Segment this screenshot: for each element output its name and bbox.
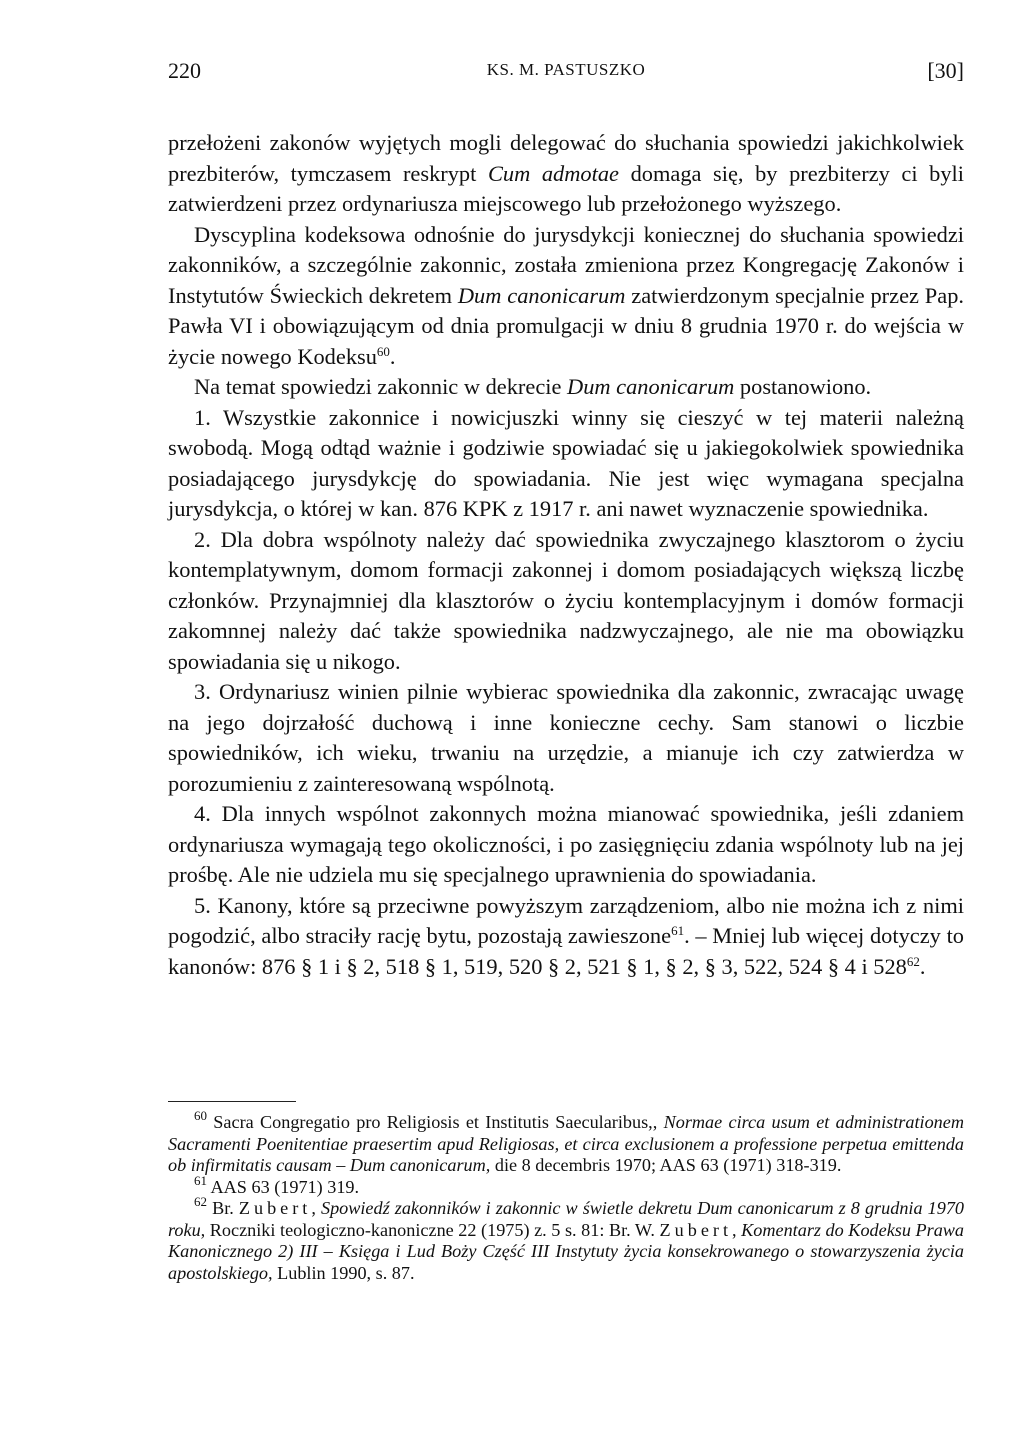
footnotes bbox=[168, 1108, 965, 1284]
list-item bbox=[168, 891, 964, 983]
italic-title: Dum canonicarum bbox=[567, 374, 735, 399]
author-name: Zubert bbox=[659, 1219, 733, 1240]
footnote-ref[interactable]: 60 bbox=[376, 343, 390, 359]
list-item: 1. Wszystkie zakonnice i nowicjuszki winny się cieszyć w tej materii należną swobodą. Mogą odtąd ważnie i godziwie spowiadać się u jakiegokolwiek spowiednika posiadającego jurysdykcję do spowiadania. Nie jest więc wymagana specjalna jurysdykcja, o której w kan. 876 KPK z 1917 r. ani nawet wyznaczenie spowiednika. bbox=[168, 404, 964, 521]
footnote-ref[interactable]: 61 bbox=[671, 923, 685, 938]
footnote-62 bbox=[168, 1194, 965, 1284]
paragraph bbox=[168, 128, 964, 220]
section-number: [30] bbox=[927, 58, 964, 83]
text-run: AAS 63 (1971) 319. bbox=[207, 1176, 360, 1197]
footnote-61 bbox=[168, 1172, 964, 1199]
list-item: 4. Dla innych wspólnot zakonnych można mianować spowiednika, jeśli zdaniem ordynariusza wymagają tego okoliczności, i po zasięgnięciu zdania wspólnoty lub na jej prośbę. Ale nie udziela mu się specjalnego uprawnienia do spowiadania. bbox=[168, 801, 964, 887]
text-run: Roczniki teologiczno-kanoniczne 22 (1975) z. 5 s. 81: Br. W. bbox=[205, 1219, 660, 1240]
list-item: 3. Ordynariusz winien pilnie wybierac spowiednika dla zakonnic, zwracając uwagę na jego dojrzałość duchową i inne konieczne cechy. Sam stanowi o liczbie spowiedników, ich wieku, trwaniu na urzędzie, a mianuje ich czy zatwierdza w porozumieniu z zainteresowaną wspólnotą. bbox=[168, 679, 964, 796]
text-run: . – Mniej lub więcej dotyczy to kanonów: 876 § 1 i § 2, 518 § 1, 519, 520 § 2, 521 § 1, § 2, § 3, 522, 524 § 4 i 528 bbox=[168, 923, 964, 979]
text-run: Dyscyplina kodeksowa odnośnie do jurysdykcji koniecznej do słuchania spowiedzi zakonników, a szczególnie zakonnic, została zmieniona przez Kongregację Zakonów i Instytutów Świeckich dekretem bbox=[168, 221, 964, 308]
text-run: Lublin 1990, s. 87. bbox=[272, 1262, 415, 1283]
text-run: die 8 decembris 1970; AAS 63 (1971) 318-319. bbox=[490, 1155, 842, 1175]
running-head: KS. M. PASTUSZKO bbox=[486, 60, 646, 79]
footnote-number: 62 bbox=[194, 1194, 207, 1209]
footnote-number: 61 bbox=[194, 1172, 207, 1188]
text-run: przełożeni zakonów wyjętych mogli delegować do słuchania spowiedzi jakichkolwiek prezbiterów, tymczasem reskrypt bbox=[168, 130, 964, 186]
text-run: zatwierdzonym specjalnie przez Pap. Pawła VI i obowiązującym od dnia promulgacji w dniu 8 grudnia 1970 r. do wejścia w życie nowego Kodeksu bbox=[168, 282, 964, 369]
italic-title: Komentarz do Kodeksu Prawa Kanonicznego 2) III – Księga i Lud Boży Część III Instytuty życia konsekrowanego o stowarzyszenia życia apostolskiego, bbox=[168, 1219, 965, 1283]
footnote-separator bbox=[168, 1101, 296, 1102]
footnote-ref[interactable]: 62 bbox=[906, 953, 920, 969]
italic-title: Normae circa usum et administrationem Sacramenti Poenitentiae praesertim apud Religiosas, et circa exclusionem a professione perpetua emittenda ob infirmitatis causam – Dum canonicarum, bbox=[168, 1112, 964, 1175]
footnote-number: 60 bbox=[194, 1108, 207, 1123]
page-header bbox=[168, 58, 964, 88]
text-run: , bbox=[732, 1219, 742, 1240]
text-run: . bbox=[919, 953, 926, 979]
footnote-60 bbox=[168, 1108, 964, 1177]
text-run: , bbox=[311, 1198, 321, 1218]
text-run: Na temat spowiedzi zakonnic w dekrecie bbox=[194, 374, 568, 399]
italic-title: Dum canonicarum bbox=[457, 282, 626, 308]
text-run: 5. Kanony, które są przeciwne powyższym zarządzeniom, albo nie można ich z nimi pogodzić, albo straciły rację bytu, pozostają zawieszone bbox=[168, 892, 964, 948]
author-name: Zubert bbox=[238, 1198, 312, 1218]
text-run: postanowiono. bbox=[734, 374, 872, 399]
page-number: 220 bbox=[168, 58, 201, 83]
text-run: . bbox=[389, 343, 396, 369]
italic-title: Cum admotae bbox=[487, 160, 619, 186]
main-text bbox=[168, 128, 964, 982]
text-run: Sacra Congregatio pro Religiosis et Institutis Saecularibus,, bbox=[207, 1112, 664, 1132]
text-run: domaga się, by prezbiterzy ci byli zatwierdzeni przez ordynariusza miejscowego lub przełożonego wyższego. bbox=[168, 160, 964, 216]
paragraph bbox=[168, 372, 964, 403]
text-run: Br. bbox=[207, 1198, 239, 1218]
list-item: 2. Dla dobra wspólnoty należy dać spowiednika zwyczajnego klasztorom o życiu kontemplatywnym, domom formacji zakonnej i domom posiadających większą liczbę członków. Przynajmniej dla klasztorów o życiu kontemplacyjnym i domów formacji zakomnnej należy dać także spowiednika nadzwyczajnego, ale nie ma obowiązku spowiadania się u nikogo. bbox=[168, 526, 964, 674]
paragraph bbox=[168, 220, 964, 373]
italic-title: Spowiedź zakonników i zakonnic w świetle dekretu Dum canonicarum z 8 grudnia 1970 roku, bbox=[168, 1198, 965, 1240]
